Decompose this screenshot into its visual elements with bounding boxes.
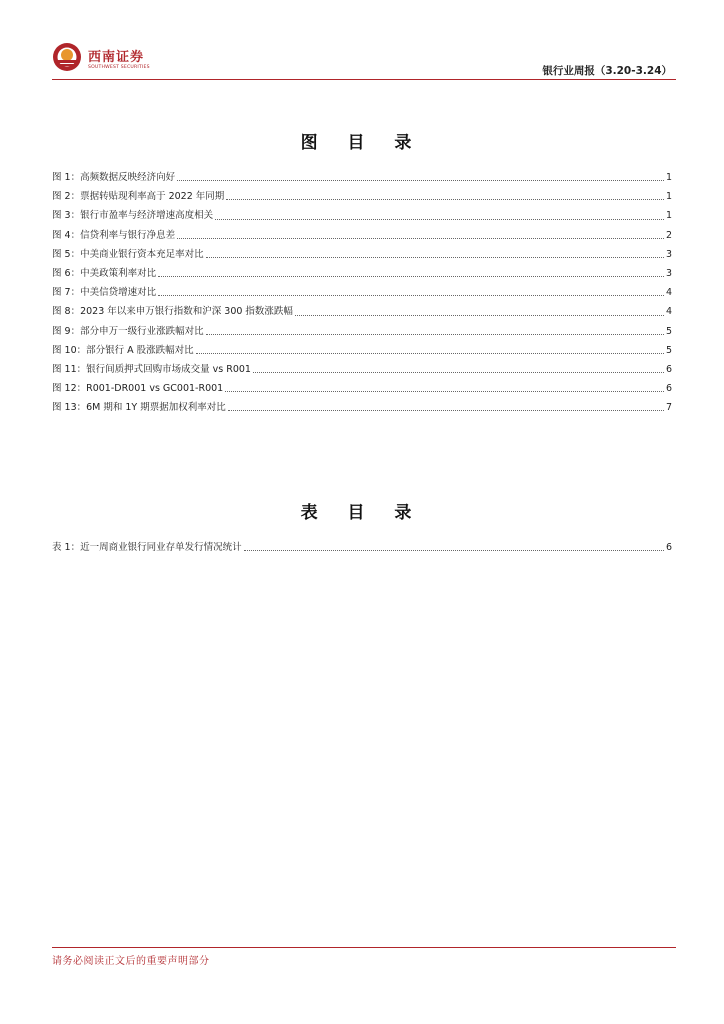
toc-entry-label: 图 9：部分申万一级行业涨跌幅对比 [52,325,204,337]
toc-entry[interactable] [52,323,672,342]
toc-entry-label: 图 12：R001-DR001 vs GC001-R001 [52,383,224,395]
toc-leader-dots [244,550,664,551]
company-logo [52,40,162,80]
toc-entry-page: 7 [665,402,672,414]
toc-entry-label: 图 7：中美信贷增速对比 [52,287,157,299]
toc-entry[interactable] [52,399,672,418]
toc-leader-dots [228,410,664,411]
report-title: 银行业周报（3.20-3.24） [542,65,672,77]
logo-sun-icon [52,42,82,72]
toc-entry[interactable] [52,284,672,303]
toc-entry-page: 4 [665,306,672,318]
toc-entry-page: 5 [665,344,672,356]
toc-entry[interactable] [52,227,672,246]
toc-entry-label: 图 13：6M 期和 1Y 期票据加权利率对比 [52,402,226,414]
toc-entry-label: 图 2：票据转贴现利率高于 2022 年同期 [52,191,225,203]
footer-disclaimer: 请务必阅读正文后的重要声明部分 [52,956,210,967]
toc-leader-dots [206,334,664,335]
toc-leader-dots [158,295,664,296]
toc-entry[interactable] [52,265,672,284]
toc-entry-label: 图 5：中美商业银行资本充足率对比 [52,248,204,260]
toc-entry[interactable] [52,246,672,265]
toc-entry[interactable] [52,539,672,558]
toc-leader-dots [177,180,664,181]
logo-english-name: SOUTHWEST SECURITIES [88,65,150,70]
toc-leader-dots [177,238,664,239]
toc-entry[interactable] [52,169,672,188]
toc-entry[interactable] [52,207,672,226]
toc-entry-label: 图 10：部分银行 A 股涨跌幅对比 [52,344,194,356]
toc-entry[interactable] [52,361,672,380]
toc-entry-label: 图 3：银行市盈率与经济增速高度相关 [52,210,214,222]
toc-entry[interactable] [52,380,672,399]
toc-entry-page: 2 [665,229,672,241]
toc-leader-dots [225,391,664,392]
toc-leader-dots [226,199,664,200]
toc-entry-label: 图 1：高频数据反映经济向好 [52,172,176,183]
logo-chinese-name: 西南证券 [88,50,145,65]
toc-entry-label: 图 6：中美政策利率对比 [52,267,157,279]
toc-leader-dots [253,372,664,373]
header-divider [52,79,676,80]
toc-entry[interactable] [52,303,672,322]
toc-leader-dots [158,276,664,277]
toc-entry-page: 6 [665,542,672,553]
tables-toc-list [52,539,672,558]
toc-leader-dots [206,257,664,258]
toc-entry-label: 图 11：银行间质押式回购市场成交量 vs R001 [52,363,251,375]
toc-leader-dots [215,219,664,220]
toc-entry-page: 4 [665,287,672,299]
tables-toc-title: 表 目 录 [300,503,424,523]
toc-entry-page: 3 [665,248,672,260]
toc-entry-page: 1 [665,172,672,183]
toc-entry-label: 表 1：近一周商业银行同业存单发行情况统计 [52,542,242,553]
toc-entry-page: 5 [665,325,672,337]
toc-entry-page: 1 [665,191,672,203]
toc-entry-page: 3 [665,267,672,279]
toc-entry-label: 图 4：信贷利率与银行净息差 [52,229,176,241]
footer-divider [52,947,676,948]
toc-entry-label: 图 8：2023 年以来申万银行指数和沪深 300 指数涨跌幅 [52,306,293,318]
figures-toc-list [52,169,672,418]
toc-leader-dots [196,353,664,354]
toc-entry[interactable] [52,188,672,207]
figures-toc-title: 图 目 录 [300,133,424,153]
toc-entry-page: 6 [665,383,672,395]
toc-leader-dots [295,315,664,316]
toc-entry-page: 6 [665,363,672,375]
toc-entry[interactable] [52,342,672,361]
toc-entry-page: 1 [665,210,672,222]
